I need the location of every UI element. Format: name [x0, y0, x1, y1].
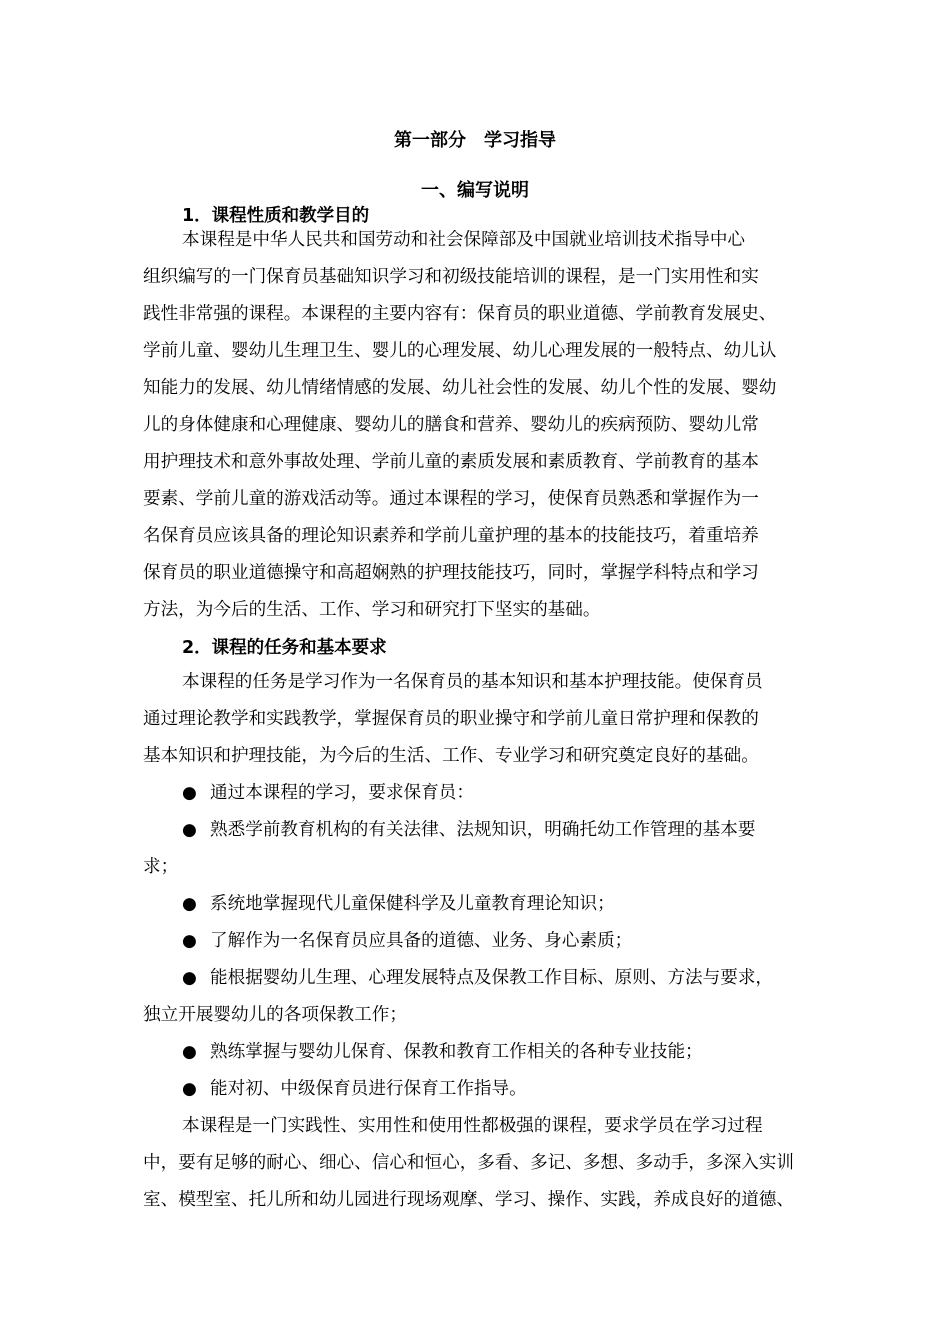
- bullet-item: [182, 779, 474, 804]
- paragraph-line: 方法，为今后的生活、工作、学习和研究打下坚实的基础。: [143, 600, 601, 620]
- bullet-dot-icon: ●: [182, 1042, 197, 1062]
- bullet-text: 能对初、中级保育员进行保育工作指导。: [210, 1079, 527, 1099]
- bullet-dot-icon: ●: [182, 931, 197, 951]
- bullet-item: [182, 890, 615, 915]
- paragraph-line: 本课程是一门实践性、实用性和使用性都极强的课程，要求学员在学习过程: [182, 1116, 763, 1136]
- paragraph-line: 基本知识和护理技能，为今后的生活、工作、专业学习和研究奠定良好的基础。: [143, 746, 759, 766]
- bullet-text: 了解作为一名保育员应具备的道德、业务、身心素质；: [210, 931, 633, 951]
- paragraph-line: 儿的身体健康和心理健康、婴幼儿的膳食和营养、婴幼儿的疾病预防、婴幼儿常: [143, 415, 759, 435]
- bullet-item: [182, 927, 632, 952]
- bullet-text: 系统地掌握现代儿童保健科学及儿童教育理论知识；: [210, 894, 615, 914]
- bullet-item: [182, 816, 755, 841]
- bullet-text: 熟悉学前教育机构的有关法律、法规知识，明确托幼工作管理的基本要: [210, 820, 756, 840]
- paragraph-line: 学前儿童、婴幼儿生理卫生、婴儿的心理发展、幼儿心理发展的一般特点、幼儿认: [143, 341, 777, 361]
- paragraph-line: 用护理技术和意外事故处理、学前儿童的素质发展和素质教育、学前教育的基本: [143, 452, 759, 472]
- paragraph-line: 保育员的职业道德操守和高超娴熟的护理技能技巧，同时，掌握学科特点和学习: [143, 563, 759, 583]
- part-title: 第一部分 学习指导: [394, 130, 556, 151]
- bullet-dot-icon: ●: [182, 894, 197, 914]
- paragraph-line: 本课程是中华人民共和国劳动和社会保障部及中国就业培训技术指导中心: [182, 230, 746, 250]
- paragraph-line: 组织编写的一门保育员基础知识学习和初级技能培训的课程，是一门实用性和实: [143, 267, 759, 287]
- bullet-item: [182, 1075, 527, 1100]
- bullet-dot-icon: ●: [182, 1079, 197, 1099]
- section-title: 一、编写说明: [421, 180, 529, 201]
- sec1-heading: 1．课程性质和教学目的: [182, 206, 370, 226]
- paragraph-line: 本课程的任务是学习作为一名保育员的基本知识和基本护理技能。使保育员: [182, 672, 763, 692]
- bullet-text: 能根据婴幼儿生理、心理发展特点及保教工作目标、原则、方法与要求，: [210, 968, 774, 988]
- paragraph-line: 践性非常强的课程。本课程的主要内容有：保育员的职业道德、学前教育发展史、: [143, 304, 777, 324]
- bullet-dot-icon: ●: [182, 820, 197, 840]
- paragraph-line: 中，要有足够的耐心、细心、信心和恒心，多看、多记、多想、多动手，多深入实训: [143, 1153, 794, 1173]
- bullet-text: 熟练掌握与婴幼儿保育、保教和教育工作相关的各种专业技能；: [210, 1042, 703, 1062]
- paragraph-line: 通过理论教学和实践教学，掌握保育员的职业操守和学前儿童日常护理和保教的: [143, 709, 759, 729]
- bullet-dot-icon: ●: [182, 783, 197, 803]
- paragraph-line: 室、模型室、托儿所和幼儿园进行现场观摩、学习、操作、实践，养成良好的道德、: [143, 1190, 794, 1210]
- bullet-continuation: 求；: [143, 857, 179, 877]
- sec2-heading: 2．课程的任务和基本要求: [182, 638, 387, 658]
- paragraph-line: 要素、学前儿童的游戏活动等。通过本课程的学习，使保育员熟悉和掌握作为一: [143, 489, 759, 509]
- bullet-dot-icon: ●: [182, 968, 197, 988]
- bullet-item: [182, 964, 773, 989]
- bullet-continuation: 独立开展婴幼儿的各项保教工作；: [143, 1005, 407, 1025]
- bullet-text: 通过本课程的学习，要求保育员：: [210, 783, 474, 803]
- paragraph-line: 知能力的发展、幼儿情绪情感的发展、幼儿社会性的发展、幼儿个性的发展、婴幼: [143, 378, 777, 398]
- bullet-item: [182, 1038, 703, 1063]
- paragraph-line: 名保育员应该具备的理论知识素养和学前儿童护理的基本的技能技巧，着重培养: [143, 526, 759, 546]
